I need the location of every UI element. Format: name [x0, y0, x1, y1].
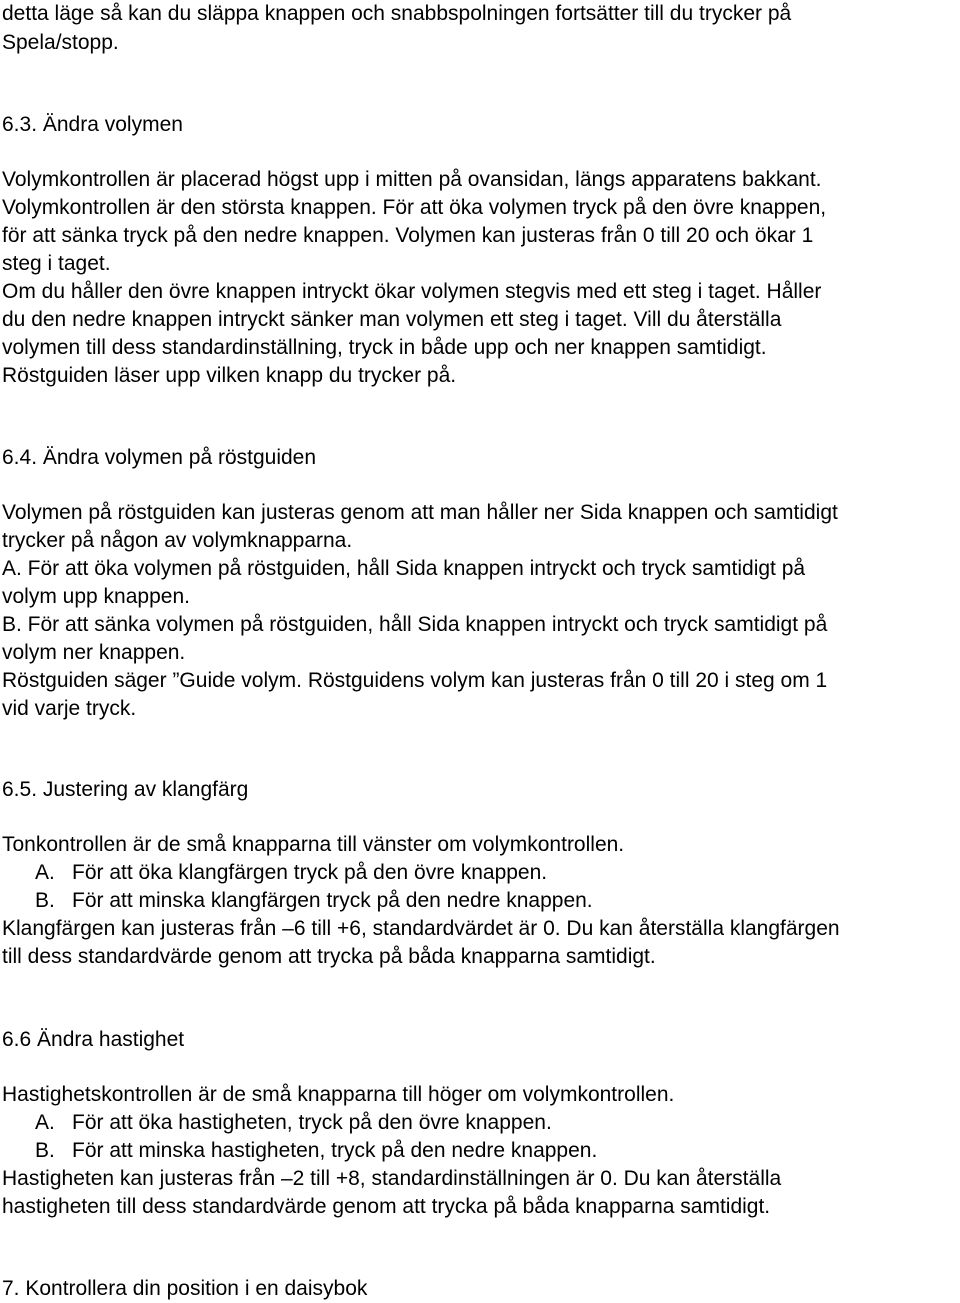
list-item-text: För att minska hastigheten, tryck på den nedre knappen. — [72, 1139, 598, 1162]
list-item-label: A. — [35, 861, 55, 884]
paragraph-line: volymen till dess standardinställning, tryck in både upp och ner knappen samtidigt. — [2, 336, 767, 359]
paragraph-line: Klangfärgen kan justeras från –6 till +6, standardvärdet är 0. Du kan återställa klangfärgen — [2, 917, 840, 940]
list-item-b — [35, 1137, 597, 1165]
list-item-label: B. — [35, 889, 55, 912]
section-heading-6-5: 6.5. Justering av klangfärg — [2, 778, 249, 801]
list-item-label: B. — [35, 1139, 55, 1162]
paragraph-line: Röstguiden läser upp vilken knapp du trycker på. — [2, 364, 457, 387]
list-item-text: För att öka klangfärgen tryck på den övre knappen. — [72, 861, 548, 884]
list-item-text: För att öka hastigheten, tryck på den övre knappen. — [72, 1111, 552, 1134]
paragraph-line: steg i taget. — [2, 252, 111, 275]
paragraph-line: Tonkontrollen är de små knapparna till vänster om volymkontrollen. — [2, 833, 625, 856]
paragraph-line: för att sänka tryck på den nedre knappen. Volymen kan justeras från 0 till 20 och ökar 1 — [2, 224, 814, 247]
paragraph-line: Volymkontrollen är placerad högst upp i mitten på ovansidan, längs apparatens bakkant. — [2, 168, 822, 191]
list-item-a — [35, 859, 547, 887]
section-heading-6-3: 6.3. Ändra volymen — [2, 113, 183, 136]
paragraph-line: vid varje tryck. — [2, 697, 137, 720]
list-item-text: För att minska klangfärgen tryck på den nedre knappen. — [72, 889, 593, 912]
paragraph-line: B. För att sänka volymen på röstguiden, håll Sida knappen intryckt och tryck samtidigt på — [2, 613, 828, 636]
paragraph-line: hastigheten till dess standardvärde genom att trycka på båda knapparna samtidigt. — [2, 1195, 771, 1218]
paragraph-line: Hastigheten kan justeras från –2 till +8, standardinställningen är 0. Du kan återställa — [2, 1167, 782, 1190]
list-item-b — [35, 887, 593, 915]
list-item-a — [35, 1109, 552, 1137]
section-heading-6-4: 6.4. Ändra volymen på röstguiden — [2, 446, 317, 469]
paragraph-line: Hastighetskontrollen är de små knapparna till höger om volymkontrollen. — [2, 1083, 675, 1106]
section-heading-7: 7. Kontrollera din position i en daisybok — [2, 1277, 368, 1300]
paragraph-line: du den nedre knappen intryckt sänker man volymen ett steg i taget. Vill du återställa — [2, 308, 782, 331]
paragraph-line: A. För att öka volymen på röstguiden, håll Sida knappen intryckt och tryck samtidigt på — [2, 557, 806, 580]
section-heading-6-6: 6.6 Ändra hastighet — [2, 1028, 185, 1051]
paragraph-line: detta läge så kan du släppa knappen och snabbspolningen fortsätter till du trycker på — [2, 2, 792, 25]
paragraph-line: Röstguiden säger ”Guide volym. Röstguidens volym kan justeras från 0 till 20 i steg om 1 — [2, 669, 828, 692]
paragraph-line: Volymkontrollen är den största knappen. För att öka volymen tryck på den övre knappen, — [2, 196, 827, 219]
paragraph-line: Om du håller den övre knappen intryckt ökar volymen stegvis med ett steg i taget. Håller — [2, 280, 822, 303]
paragraph-line: volym upp knappen. — [2, 585, 190, 608]
paragraph-line: Volymen på röstguiden kan justeras genom att man håller ner Sida knappen och samtidigt — [2, 501, 838, 524]
paragraph-line: Spela/stopp. — [2, 31, 119, 54]
paragraph-line: till dess standardvärde genom att trycka på båda knapparna samtidigt. — [2, 945, 656, 968]
paragraph-line: trycker på någon av volymknapparna. — [2, 529, 353, 552]
list-item-label: A. — [35, 1111, 55, 1134]
paragraph-line: volym ner knappen. — [2, 641, 186, 664]
